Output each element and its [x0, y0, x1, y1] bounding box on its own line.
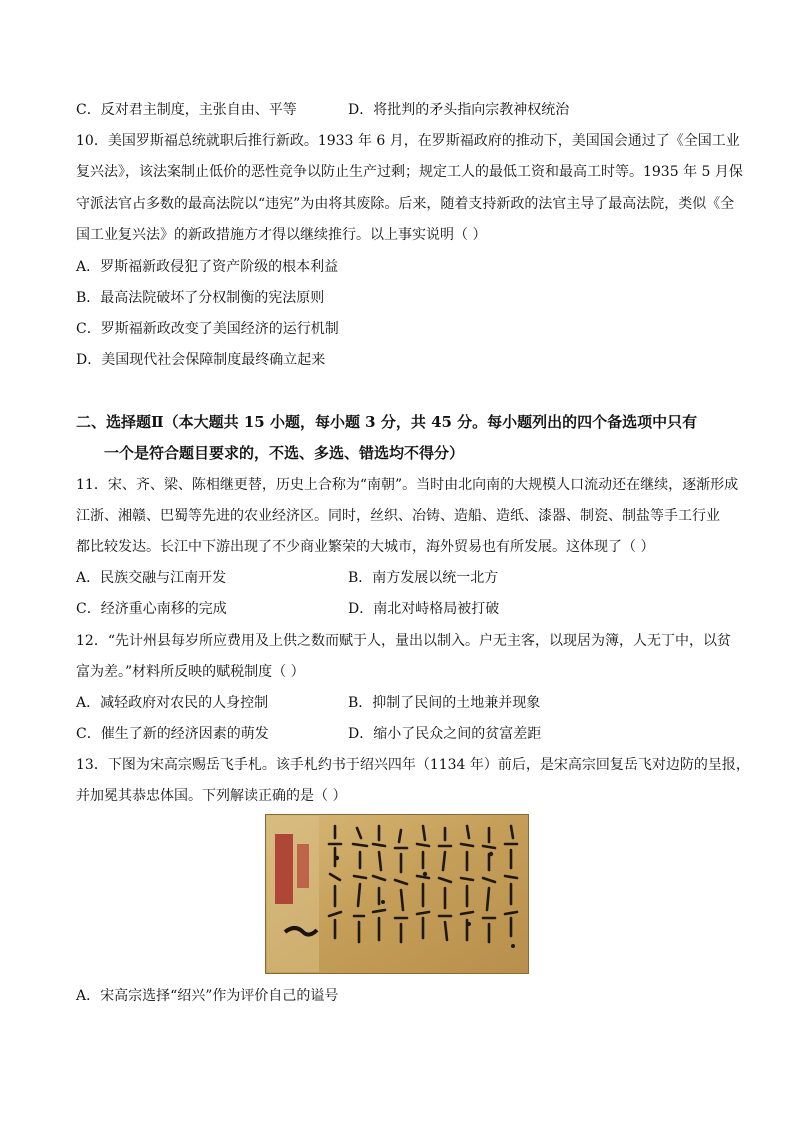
q13-stem-line-1: 13．下图为宋高宗赐岳飞手札。该手札约书于绍兴四年（1134 年）前后，是宋高宗回复岳飞对边防的呈报，: [76, 757, 750, 773]
q10-stem-line-2: 复兴法》，该法案制止低价的恶性竞争以防止生产过剩；规定工人的最低工资和最高工时等。1935 年 5 月保: [76, 164, 743, 180]
q11-stem-line-3: 都比较发达。长江中下游出现了不少商业繁荣的大城市，海外贸易也有所发展。这体现了（ ）: [76, 539, 655, 555]
q9-option-c: C．反对君主制度，主张自由、平等: [76, 102, 297, 118]
q10-stem-line-4: 国工业复兴法》的新政措施方才得以继续推行。以上事实说明（ ）: [76, 227, 487, 243]
q11-stem-line-1: 11．宋、齐、梁、陈相继更替，历史上合称为“南朝”。当时由北向南的大规模人口流动还在继续，逐渐形成: [76, 477, 739, 493]
q10-stem-line-1: 10．美国罗斯福总统就职后推行新政。1933 年 6 月，在罗斯福政府的推动下，美国国会通过了《全国工业: [76, 133, 740, 149]
q12-stem-line-2: 富为差。”材料所反映的赋税制度（ ）: [76, 664, 305, 680]
q11-option-b: B．南方发展以统一北方: [348, 570, 499, 586]
q11-stem-line-2: 江浙、湘赣、巴蜀等先进的农业经济区。同时，丝织、冶铸、造船、造纸、漆器、制瓷、制盐等手工行业: [76, 508, 720, 524]
q11-option-c: C．经济重心南移的完成: [76, 601, 227, 617]
q11-option-a: A．民族交融与江南开发: [76, 570, 227, 586]
q13-option-a: A．宋高宗选择“绍兴”作为评价自己的谥号: [76, 988, 339, 1004]
q9-option-d: D．将批判的矛头指向宗教神权统治: [348, 102, 570, 118]
section2-heading-line-2: 一个是符合题目要求的，不选、多选、错选均不得分）: [104, 444, 465, 462]
q10-option-d: D．美国现代社会保障制度最终确立起来: [76, 352, 326, 368]
q10-option-b: B．最高法院破坏了分权制衡的宪法原则: [76, 290, 325, 306]
calligraphy-artwork: [265, 814, 529, 974]
q12-option-c: C．催生了新的经济因素的萌发: [76, 726, 269, 742]
q10-option-a: A．罗斯福新政侵犯了资产阶级的根本利益: [76, 259, 339, 275]
q13-stem-line-2: 并加冕其恭忠体国。下列解读正确的是（ ）: [76, 788, 347, 804]
section2-heading-line-1: 二、选择题Ⅱ（本大题共 15 小题，每小题 3 分，共 45 分。每小题列出的四个备选项中只有: [76, 413, 698, 431]
q11-option-d: D．南北对峙格局被打破: [348, 601, 500, 617]
q12-option-d: D．缩小了民众之间的贫富差距: [348, 726, 542, 742]
q10-option-c: C．罗斯福新政改变了美国经济的运行机制: [76, 321, 339, 337]
q12-option-b: B．抑制了民间的土地兼并现象: [348, 695, 541, 711]
q12-option-a: A．减轻政府对农民的人身控制: [76, 695, 269, 711]
q12-stem-line-1: 12．“先计州县每岁所应费用及上供之数而赋于人，量出以制入。户无主客，以现居为簿，人无丁中，以贫: [76, 633, 731, 649]
q10-stem-line-3: 守派法官占多数的最高法院以“违宪”为由将其废除。后来，随着支持新政的法官主导了最高法院，类似《全: [76, 196, 735, 212]
calligraphy-letter-image: [265, 814, 529, 974]
